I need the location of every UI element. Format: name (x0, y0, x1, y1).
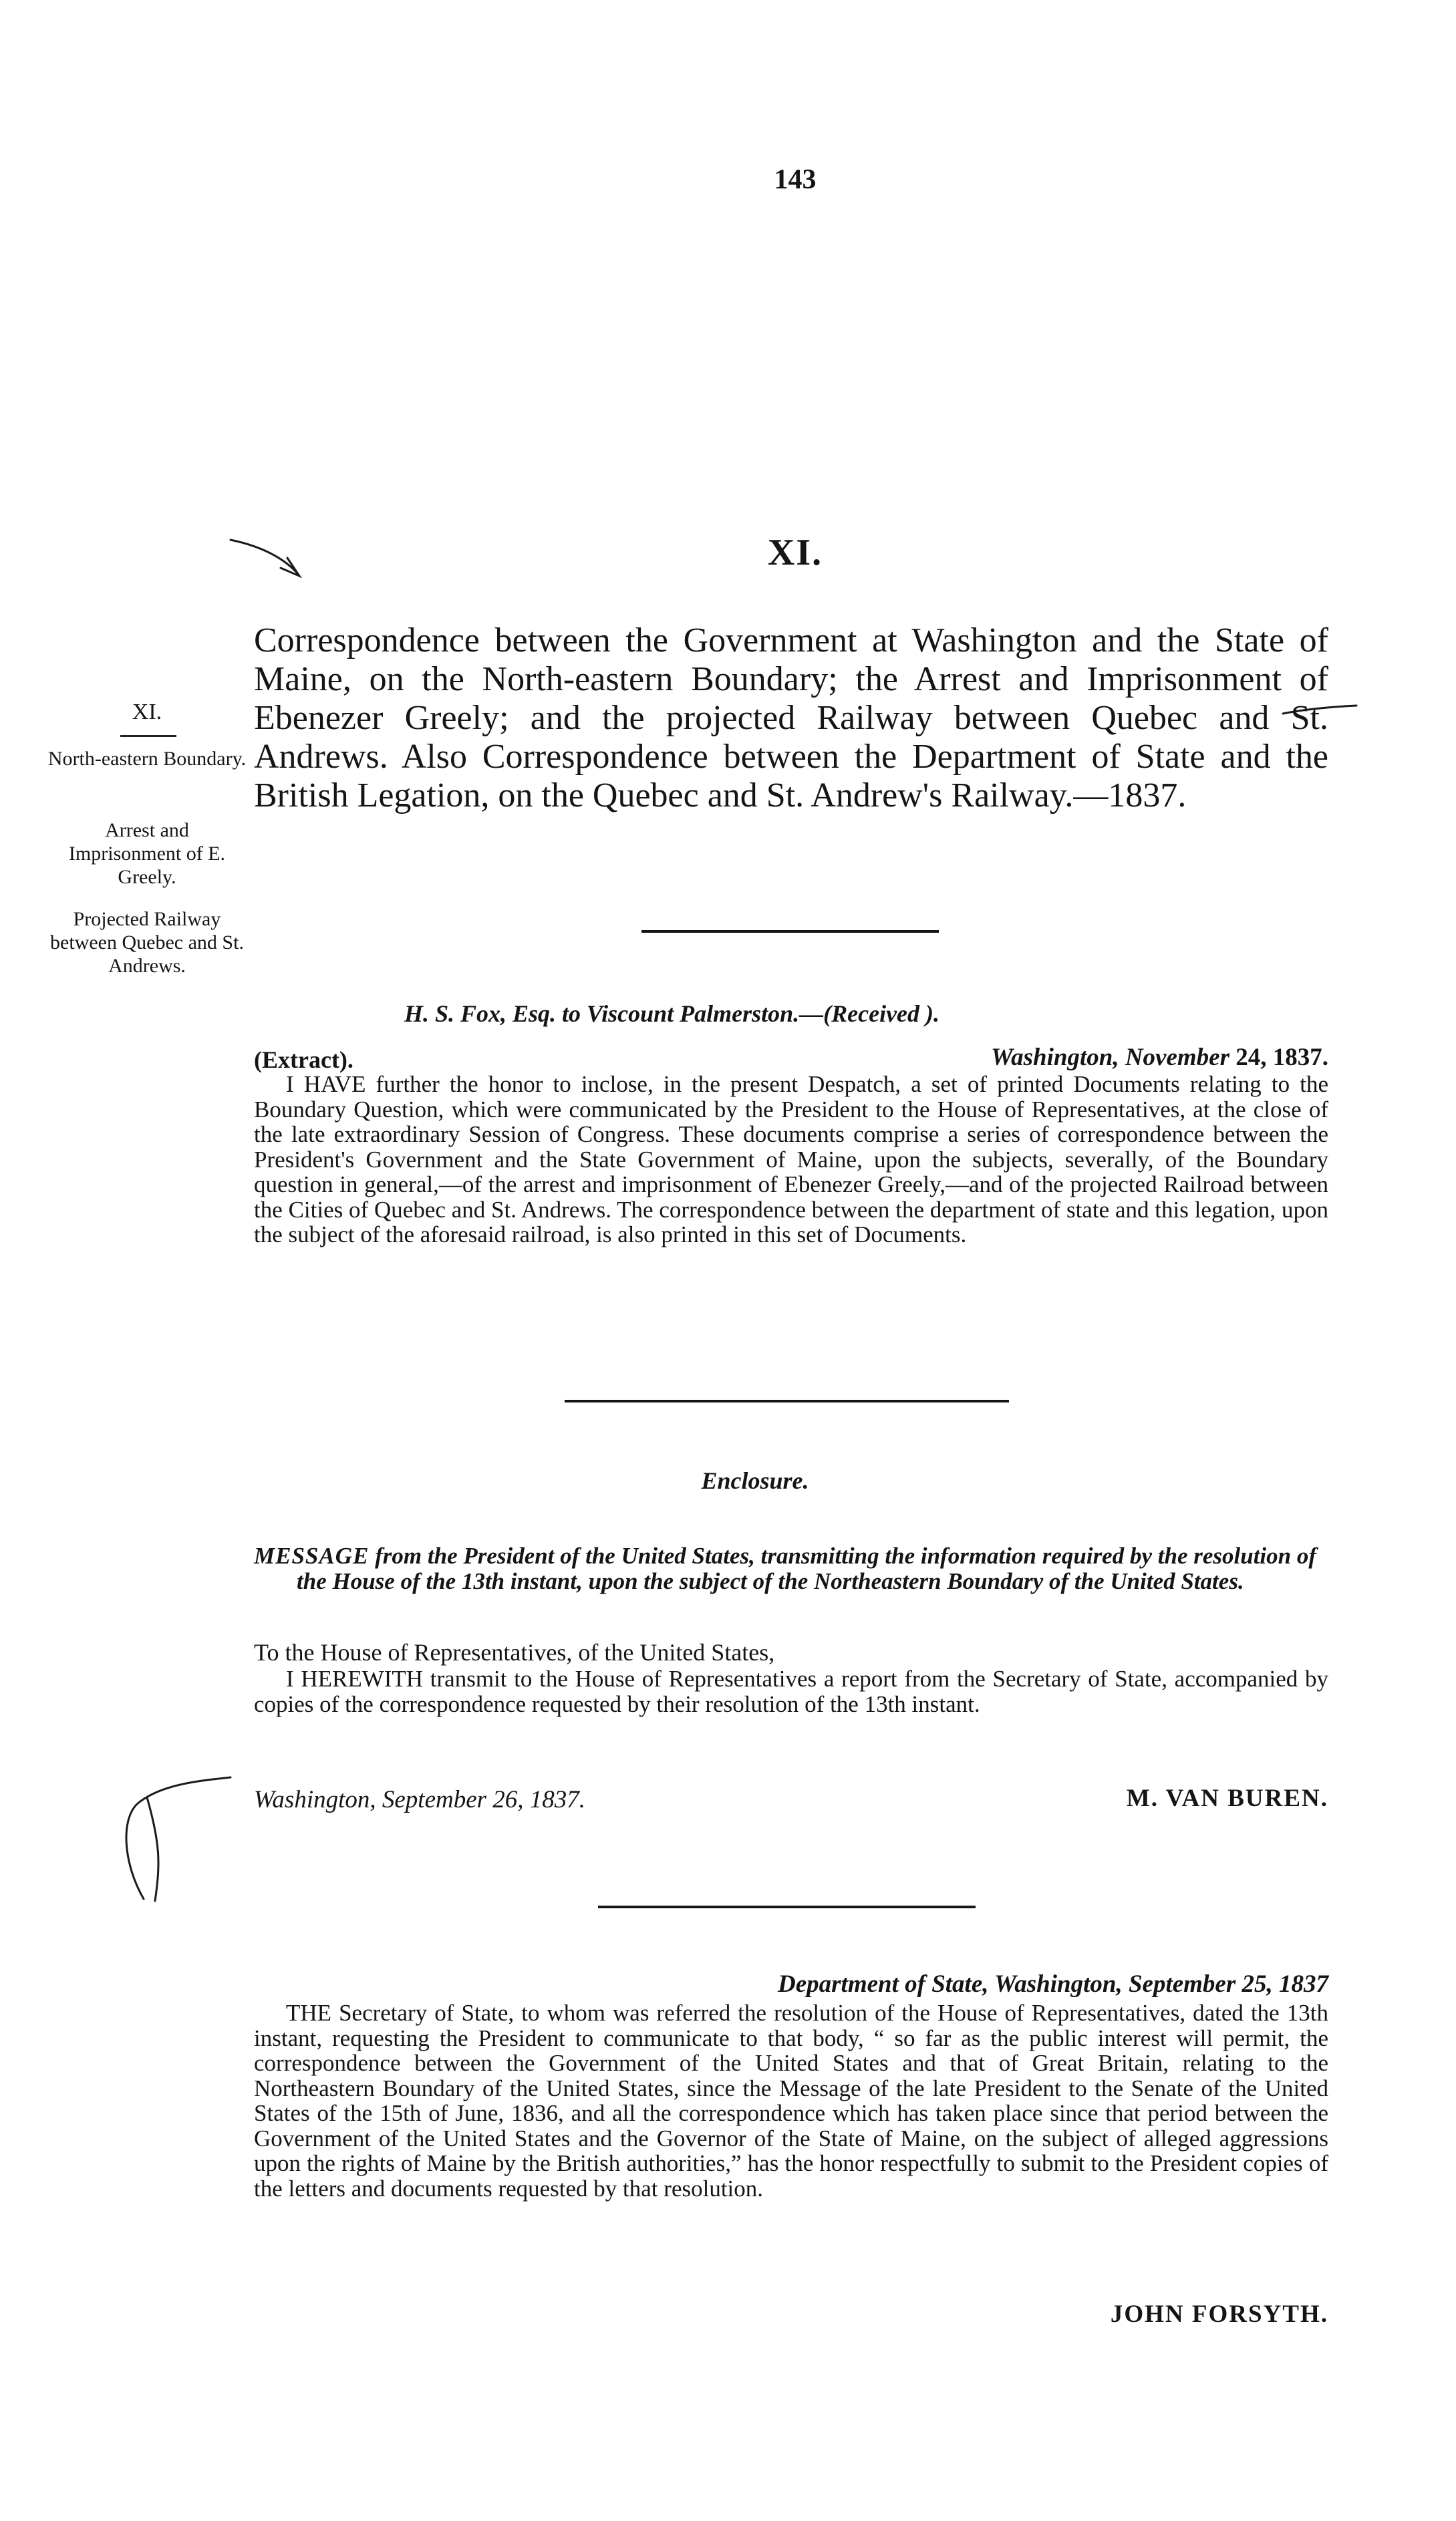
pen-stroke-left-bracket (126, 1777, 231, 1901)
message-date: Washington, September 26, 1837. (254, 1786, 586, 1813)
margin-rule (120, 735, 176, 737)
page-number: 143 (774, 164, 817, 195)
report-dateline: Department of State, Washington, September 25, 1837 (778, 1970, 1328, 1998)
margin-note-arrest: Arrest and Imprisonment of E. Greely. (68, 819, 226, 888)
extract-label: (Extract). (254, 1046, 353, 1073)
section-title: Correspondence between the Government at Washington and the State of Maine, on the North-eastern Boundary; the Arrest and Imprisonment of Ebenezer Greely; and the projected Railway between Quebec and St. Andrews. Also Correspondence between the Department of State and the British Legation, on the Quebec and St. Andrew's Railway.—1837. (254, 621, 1328, 814)
enclosure-label: Enclosure. (701, 1467, 809, 1494)
report-signature: JOHN FORSYTH. (1110, 2301, 1328, 2328)
message-heading-lead: MESSAGE (254, 1543, 370, 1569)
message-heading-rest: from the President of the United States, transmitting the information required by the resolution of the House of the 13th instant, upon the subject of the Northeastern Boundary of the United States. (297, 1543, 1317, 1594)
report-body: THE Secretary of State, to whom was referred the resolution of the House of Representatives, dated the 13th instant, requesting the President to communicate to that body, “ so far as the public interest will permit, the correspondence between the Government of the United States and that of Great Britain, relating to the Northeastern Boundary of the United States, since the Message of the late President to the Senate of the United States of the 15th of June, 1836, and all the correspondence which has taken place since that period between the Government of the United States and the Governor of the State of Maine, on the subject of alleged aggressions upon the rights of Maine by the British authorities,” has the honor respectfully to submit to the President copies of the letters and documents requested by that resolution. (254, 2000, 1328, 2202)
margin-note-railway: Projected Railway between Quebec and St. Andrews. (50, 908, 244, 977)
message-divider (598, 1906, 976, 1908)
letter-dateline-place: Washington, November (990, 1044, 1229, 1071)
letter-body: I HAVE further the honor to inclose, in the present Despatch, a set of printed Documents relating to the Boundary Question, which were communicated by the President to the House of Representatives, at the close of the late extraordinary Session of Congress. These documents comprise a series of correspondence between the President's Government and the State Government of Maine, upon the subjects, severally, of the Boundary question in general,—of the arrest and imprisonment of Ebenezer Greely,—and of the projected Railroad between the Cities of Quebec and St. Andrews. The correspondence between the department of state and this legation, upon the subject of the aforesaid railroad, is also printed in this set of Documents. (254, 1071, 1328, 1247)
section-divider (641, 930, 939, 933)
letter-dateline (991, 1044, 1328, 1071)
message-signature: M. VAN BUREN. (1126, 1785, 1328, 1812)
margin-section-number: XI. (132, 700, 162, 724)
pen-stroke-top (231, 540, 299, 576)
letter-dateline-date: 24, 1837. (1235, 1044, 1328, 1071)
section-number: XI. (767, 532, 823, 573)
message-body: I HEREWITH transmit to the House of Representatives a report from the Secretary of State, accompanied by copies of the correspondence requested by their resolution of the 13th instant. (254, 1666, 1328, 1717)
margin-note-boundary: North-eastern Boundary. (47, 748, 247, 770)
message-addressee: To the House of Representatives, of the United States, (254, 1639, 775, 1666)
letter-divider (565, 1400, 1009, 1402)
letter-heading: H. S. Fox, Esq. to Viscount Palmerston.—(Received ). (404, 1000, 940, 1027)
message-heading (254, 1543, 1328, 1594)
